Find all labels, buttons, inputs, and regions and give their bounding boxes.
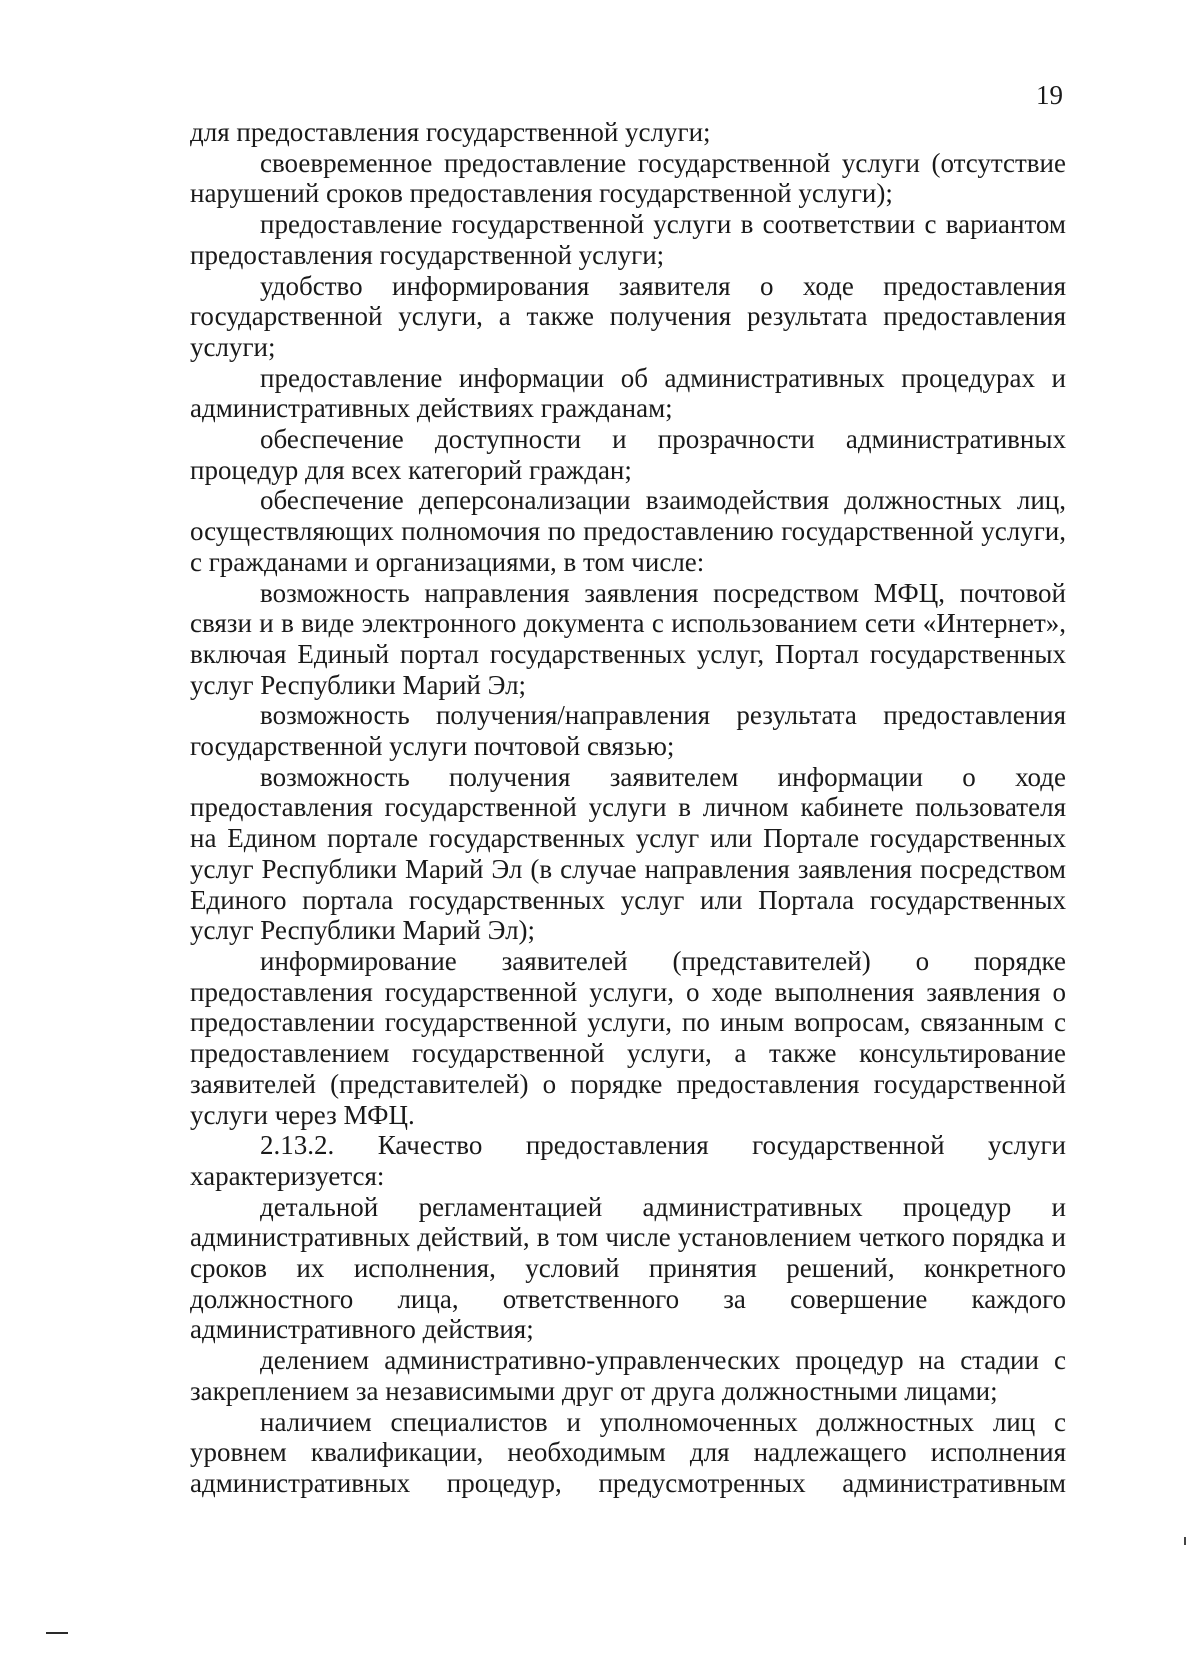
scan-mark (1184, 1537, 1186, 1545)
page-number: 19 (1036, 80, 1063, 110)
scan-mark (46, 1632, 68, 1634)
paragraph: для предоставления государственной услуги; (190, 117, 711, 147)
paragraph: предоставление государственной услуги в соответствии с вариантом предоставления государственной услуги; (190, 209, 1066, 270)
paragraph: возможность направления заявления посредством МФЦ, почтовой связи и в виде электронного документа с использованием сети «Интернет», включая Единый портал государственных услуг, Портал государственных услуг Республики Марий Эл; (190, 577, 1066, 700)
paragraph: детальной регламентацией административных процедур и административных действий, в том числе установлением четкого порядка и сроков их исполнения, условий принятия решений, конкретного должностного лица, ответственного за совершение каждого административного действия; (190, 1191, 1066, 1345)
paragraph: своевременное предоставление государственной услуги (отсутствие нарушений сроков предоставления государственной услуги); (190, 147, 1066, 209)
paragraph: удобство информирования заявителя о ходе предоставления государственной услуги, а также получения результата предоставления услуги; (190, 270, 1066, 362)
paragraph: возможность получения заявителем информации о ходе предоставления государственной услуги в личном кабинете пользователя на Едином портале государственных услуг или Портале государственных услуг Республики Марий Эл (в случае направления заявления посредством Единого портала государственных услуг или Портала государственных услуг Республики Марий Эл); (190, 761, 1066, 946)
document-body (190, 117, 1066, 1499)
paragraph: обеспечение доступности и прозрачности административных процедур для всех категорий граждан; (190, 424, 1066, 485)
paragraph: делением административно-управленческих процедур на стадии с закреплением за независимыми друг от друга должностными лицами; (190, 1345, 1066, 1406)
section-heading-paragraph: 2.13.2. Качество предоставления государственной услуги характеризуется: (190, 1130, 1066, 1191)
paragraph: наличием специалистов и уполномоченных должностных лиц с уровнем квалификации, необходимым для надлежащего исполнения административных процедур, предусмотренных административным (190, 1406, 1066, 1498)
paragraph: информирование заявителей (представителей) о порядке предоставления государственной услуги, о ходе выполнения заявления о предоставлении государственной услуги, по иным вопросам, связанным с предоставлением государственной услуги, а также консультирование заявителей (представителей) о порядке предоставления государственной услуги через МФЦ. (190, 945, 1066, 1130)
paragraph: предоставление информации об административных процедурах и административных действиях гражданам; (190, 362, 1066, 424)
paragraph: обеспечение деперсонализации взаимодействия должностных лиц, осуществляющих полномочия по предоставлению государственной услуги, с гражданами и организациями, в том числе: (190, 485, 1066, 577)
paragraph: возможность получения/направления результата предоставления государственной услуги почтовой связью; (190, 700, 1066, 762)
